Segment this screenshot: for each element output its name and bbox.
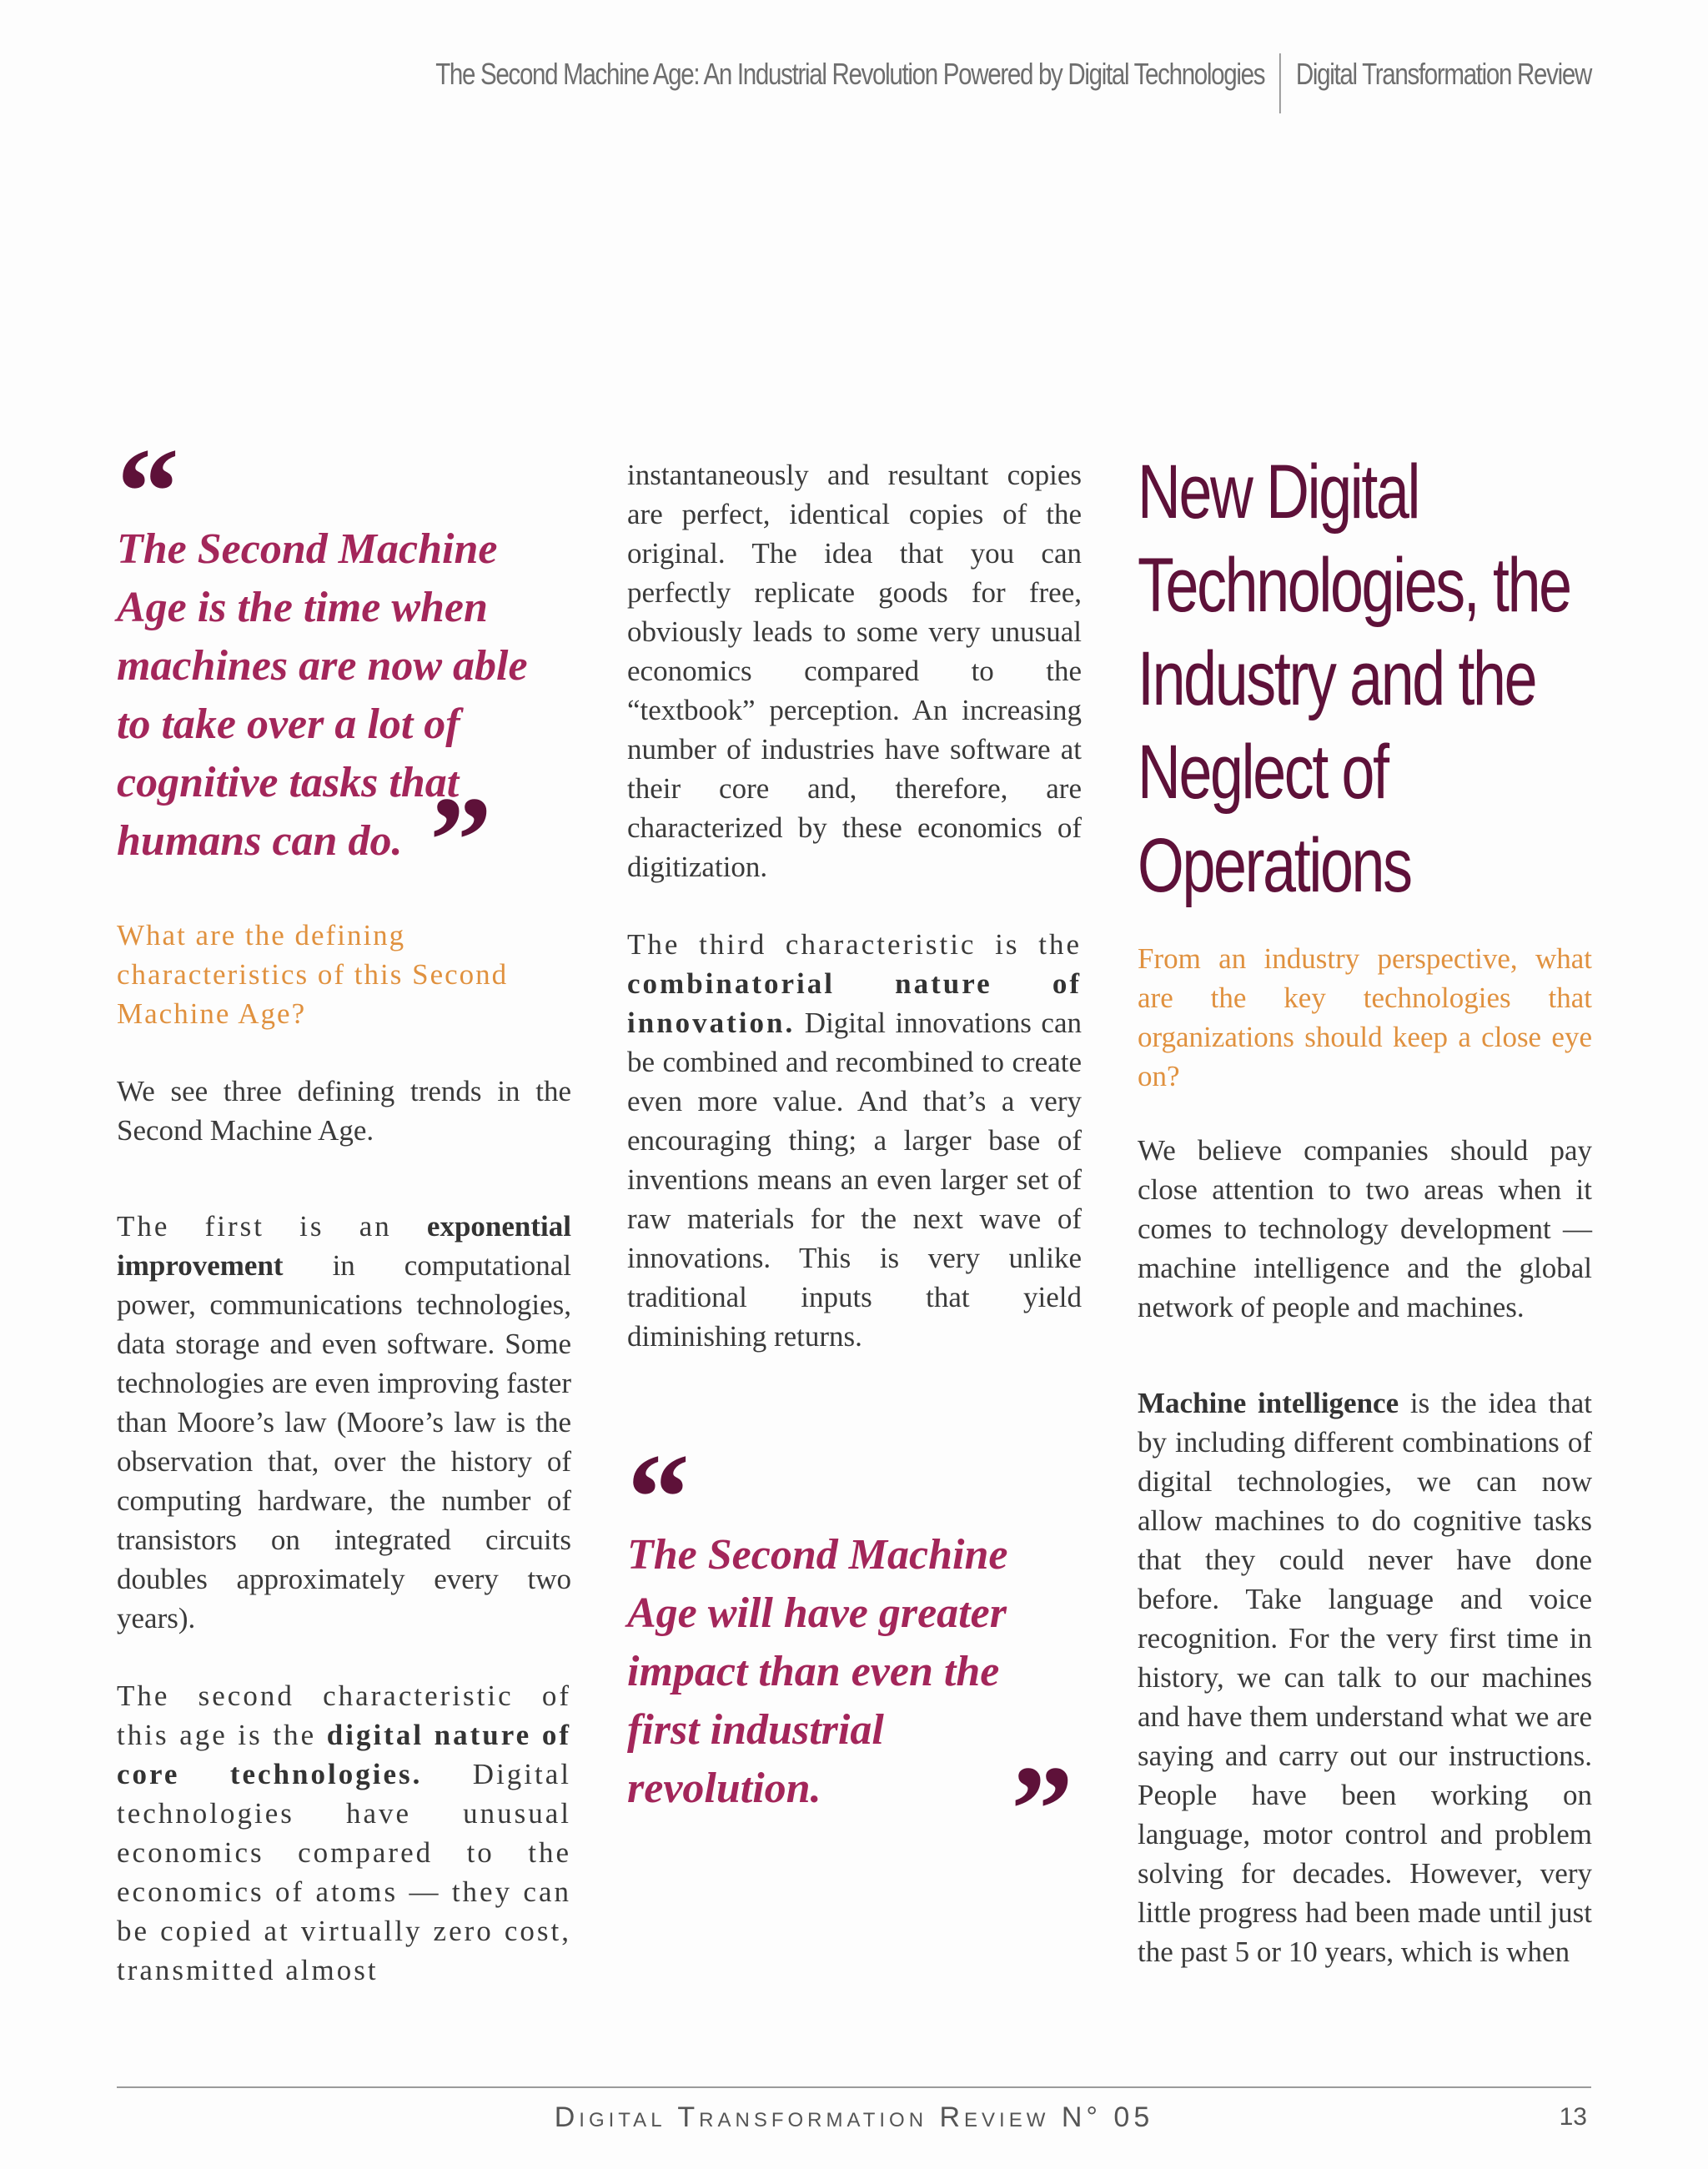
text-run: Digital technologies have unusual economics compared to the economics of atoms — they can be copied at virtually zero cost, transmitted almost [117,1758,571,1986]
open-quote-mark: “ [117,423,179,561]
running-header [435,57,1591,113]
body-paragraph: We see three defining trends in the Second Machine Age. [117,1075,571,1147]
bold-term: exponential improvement [117,1210,571,1282]
close-quote-mark: ” [1011,1740,1073,1879]
body-paragraph: instantaneously and resultant copies are perfect, identical copies of the original. The idea that you can perfectly replicate goods for free, obviously leads to some very unusual economics compared to the “textbook” perception. An increasing number of industries have software at their core and, therefore, are characterized by these economics of digitization. [627,459,1082,883]
text-run: The second characteristic of this age is the [117,1679,571,1751]
body-paragraph [627,925,1082,1356]
section-heading: New Digital Technologies, the Industry and the Neglect of Operations [1138,449,1570,908]
column-middle [627,450,1082,1879]
column-right [1138,450,1592,1971]
header-divider [1279,53,1281,113]
header-publication: Digital Transformation Review [1295,57,1591,91]
pull-quote: The Second Machine Age is the time when machines are now able to take over a lot of cognitive tasks that humans can do. [117,525,528,865]
text-run: in computational power, communications technologies, data storage and even software. Some technologies are even improving faster than Moore’s law (Moore’s law is the observation that, over the history of computing hardware, the number of transistors on integrated circuits doubles approximately every two years). [117,1249,571,1634]
text-run: The third characteristic is the [627,928,1082,961]
body-paragraph [117,1207,571,1638]
header-article-title: The Second Machine Age: An Industrial Revolution Powered by Digital Technologies [435,57,1265,91]
open-quote-mark: “ [627,1428,690,1567]
text-run: is the idea that by including different combinations of digital technologies, we can now allow machines to do cognitive tasks that they could never have done before. Take language and voice recognition. For the very first time in history, we can talk to our machines and have them understand what we are saying and carry out our instructions. People have been working on language, motor control and problem solving for decades. However, very little progress had been made until just the past 5 or 10 years, which is when [1138,1387,1592,1968]
interview-question: What are the defining characteristics of this Second Machine Age? [117,919,509,1030]
column-left [117,423,571,1990]
pull-quote: The Second Machine Age will have greater impact than even the first industrial revolution. [627,1531,1008,1812]
body-paragraph [117,1676,571,1990]
text-run: Digital innovations can be combined and recombined to create even more value. And that’s a very encouraging thing; a larger base of inventions means an even larger set of raw materials for the next wave of innovations. This is very unlike traditional inputs that yield diminishing returns. [627,1007,1082,1353]
text-run: The first is an [117,1210,427,1243]
footer-rule [117,2086,1591,2088]
bold-term: Machine intelligence [1138,1387,1399,1419]
interview-question: From an industry perspective, what are the key technologies that organizations should keep a close eye on? [1138,942,1592,1092]
body-paragraph [1138,1383,1592,1971]
bold-term: digital nature of core technologies. [117,1719,571,1790]
footer-publication: Digital Transformation Review N° 05 [554,2101,1154,2133]
body-paragraph: We believe companies should pay close attention to two areas when it comes to technology development — machine intelligence and the global network of people and machines. [1138,1134,1592,1323]
close-quote-mark: ” [430,771,492,910]
page-number: 13 [1559,2103,1587,2131]
bold-term: combinatorial nature of innovation. [627,967,1082,1039]
